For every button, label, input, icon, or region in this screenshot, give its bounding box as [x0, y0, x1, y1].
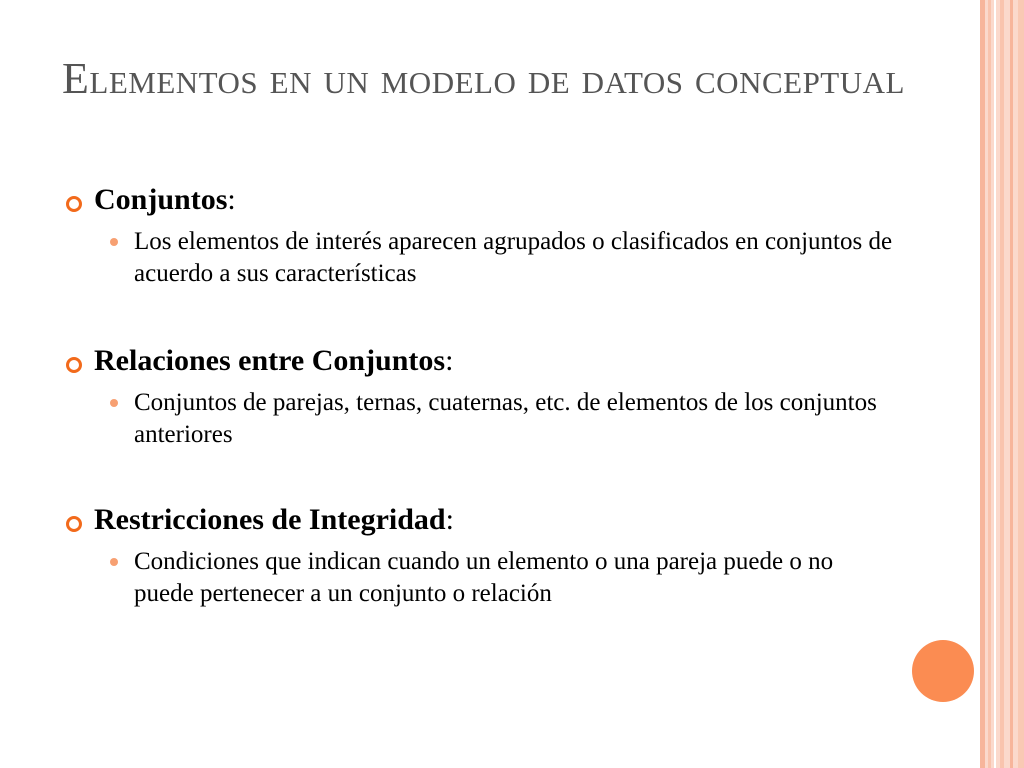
section-detail-row	[62, 546, 894, 610]
section-heading-row	[62, 341, 922, 381]
dot-bullet-icon	[110, 558, 118, 566]
section-restricciones	[62, 500, 922, 610]
section-detail: Los elementos de interés aparecen agrupados o clasificados en conjuntos de acuerdo a sus características	[134, 228, 893, 287]
right-stripe	[1018, 0, 1024, 768]
section-detail: Conjuntos de parejas, ternas, cuaternas, etc. de elementos de los conjuntos anteriores	[134, 389, 877, 448]
section-heading: Restricciones de Integridad	[94, 503, 446, 536]
slide-content	[62, 180, 922, 610]
orange-circle-decoration	[912, 640, 974, 702]
section-heading: Conjuntos	[94, 183, 228, 216]
section-conjuntos	[62, 180, 922, 290]
section-detail-row	[62, 226, 894, 290]
ring-bullet-icon	[66, 357, 82, 373]
heading-colon: :	[445, 344, 454, 377]
dot-bullet-icon	[110, 238, 118, 246]
section-heading: Relaciones entre Conjuntos	[94, 344, 446, 377]
slide-title: Elementos en un modelo de datos conceptual	[62, 54, 905, 103]
right-stripe	[994, 0, 996, 768]
heading-colon: :	[227, 183, 236, 216]
dot-bullet-icon	[110, 399, 118, 407]
right-stripe	[1010, 0, 1013, 768]
ring-bullet-icon	[66, 196, 82, 212]
right-stripe	[1000, 0, 1004, 768]
right-stripe	[988, 0, 991, 768]
section-relaciones	[62, 341, 922, 451]
ring-bullet-icon	[66, 516, 82, 532]
section-detail: Condiciones que indican cuando un elemento o una pareja puede o no puede pertenecer a un conjunto o relación	[134, 548, 834, 607]
right-stripe	[980, 0, 985, 768]
section-detail-row	[62, 387, 894, 451]
section-heading-row	[62, 500, 922, 540]
section-heading-row	[62, 180, 922, 220]
heading-colon: :	[445, 503, 454, 536]
